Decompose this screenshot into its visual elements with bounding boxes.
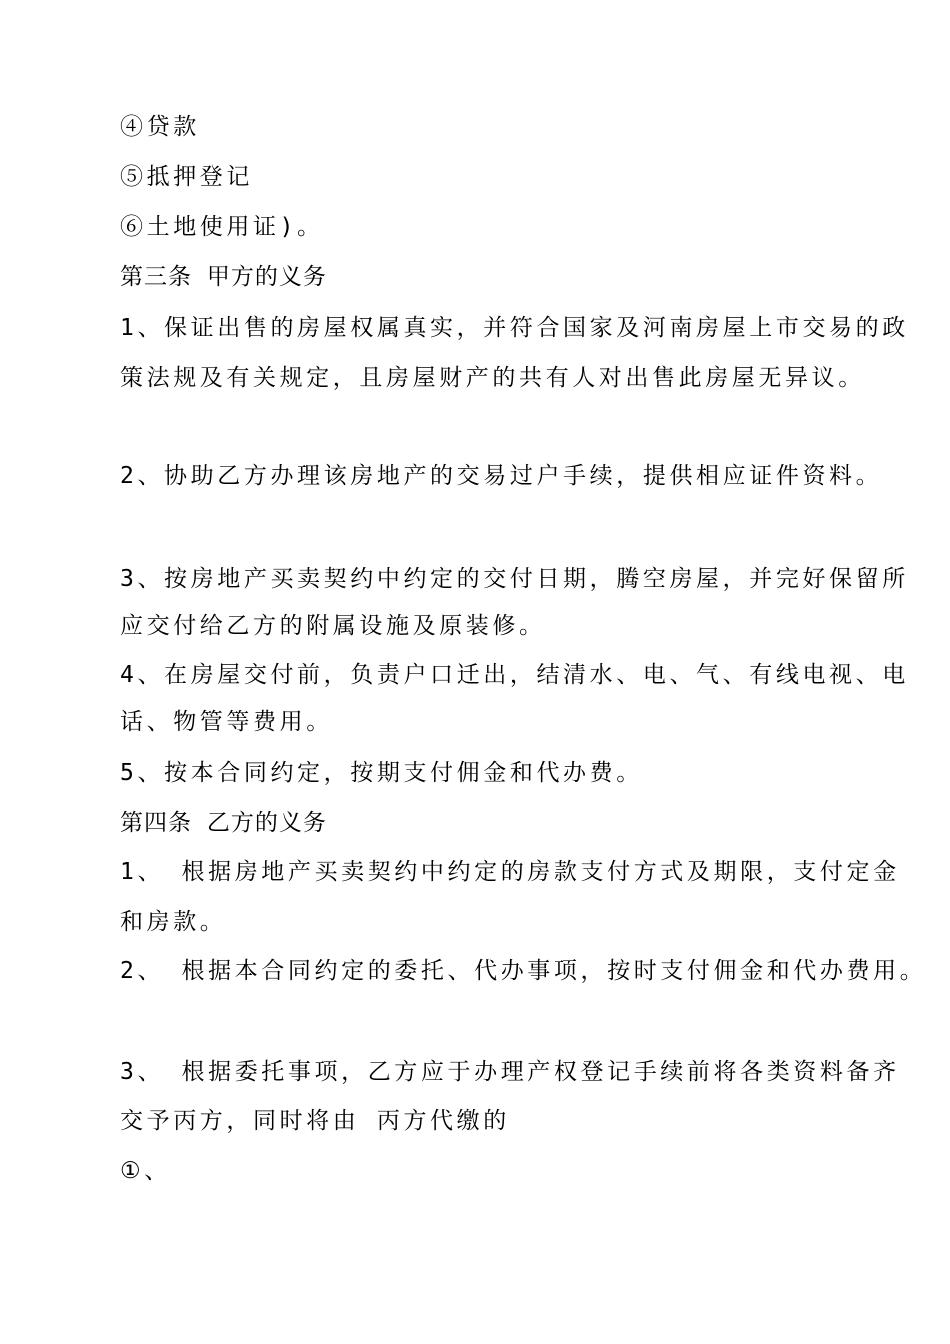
paragraph-line: 应交付给乙方的附属设施及原装修。	[120, 613, 546, 639]
paragraph-line: 5、按本合同约定，按期支付佣金和代办费。	[120, 760, 643, 786]
paragraph-line: 3、 根据委托事项，乙方应于办理产权登记手续前将各类资料备齐	[120, 1059, 900, 1085]
paragraph-line: 策法规及有关规定，且房屋财产的共有人对出售此房屋无异议。	[120, 365, 865, 391]
paragraph-line: 2、协助乙方办理该房地产的交易过户手续，提供相应证件资料。	[120, 463, 883, 489]
paragraph-line: 1、保证出售的房屋权属真实，并符合国家及河南房屋上市交易的政	[120, 315, 909, 341]
section-heading-article-3: 第三条 甲方的义务	[120, 264, 327, 290]
section-heading-article-4: 第四条 乙方的义务	[120, 810, 327, 836]
paragraph-line: 2、 根据本合同约定的委托、代办事项，按时支付佣金和代办费用。	[120, 958, 927, 984]
paragraph-line: 交予丙方，同时将由 丙方代缴的	[120, 1108, 510, 1134]
paragraph-line: 和房款。	[120, 909, 227, 935]
paragraph-line: 话、物管等费用。	[120, 709, 333, 735]
paragraph-line: 3、按房地产买卖契约中约定的交付日期，腾空房屋，并完好保留所	[120, 566, 909, 592]
list-item-land-use-certificate: ⑥土地使用证)。	[120, 214, 324, 240]
list-item-mortgage-registration: ⑤抵押登记	[120, 164, 253, 190]
paragraph-line: 1、 根据房地产买卖契约中约定的房款支付方式及期限，支付定金	[120, 859, 900, 885]
list-item-loan: ④贷款	[120, 114, 200, 140]
paragraph-line: 4、在房屋交付前，负责户口迁出，结清水、电、气、有线电视、电	[120, 662, 909, 688]
list-item-first: ①、	[120, 1158, 171, 1184]
